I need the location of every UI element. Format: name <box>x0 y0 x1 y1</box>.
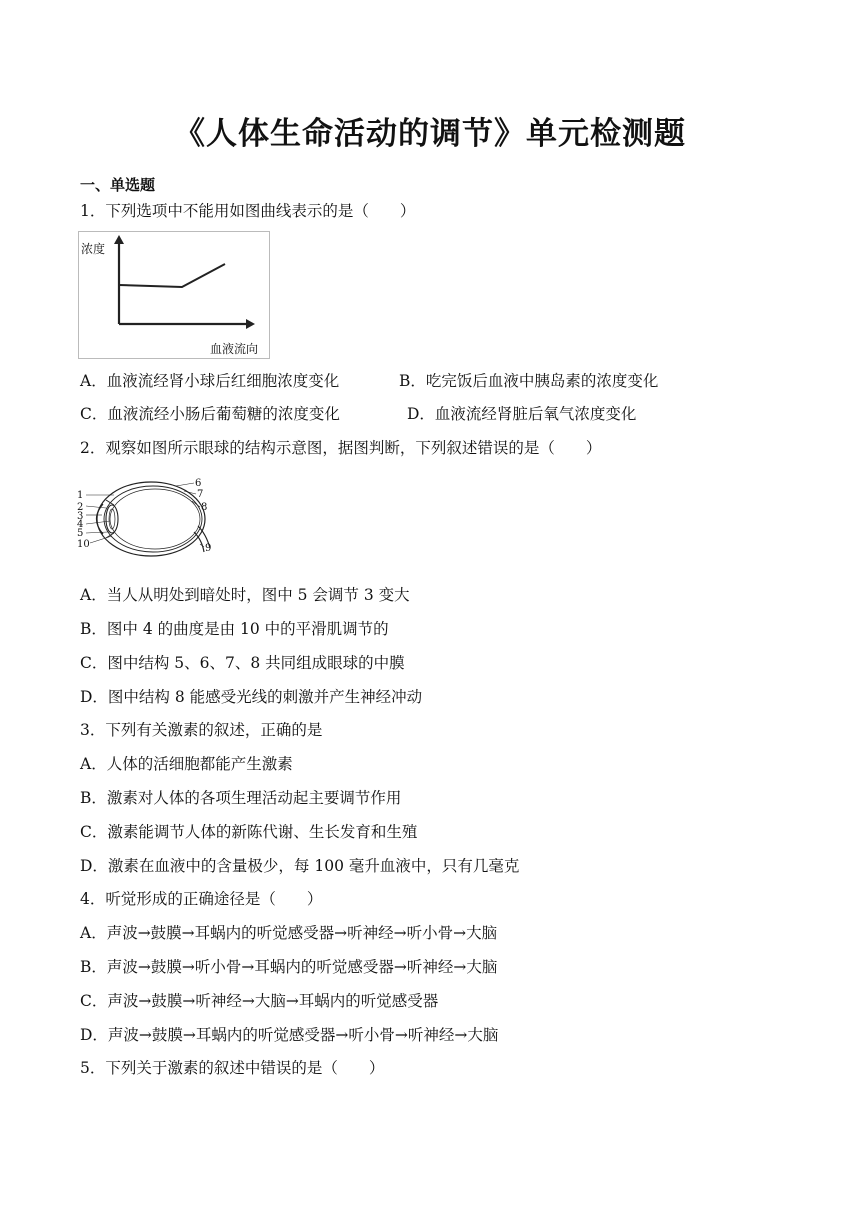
q1-option-d: D．血液流经肾脏后氧气浓度变化 <box>407 405 637 423</box>
eye-label-8: 8 <box>201 502 208 513</box>
eye-label-1: 1 <box>77 490 84 501</box>
q3-option-c: C．激素能调节人体的新陈代谢、生长发育和生殖 <box>80 823 418 841</box>
q4-option-c: C．声波→鼓膜→听神经→大脑→耳蜗内的听觉感受器 <box>80 992 439 1010</box>
eye-label-5: 5 <box>77 528 84 539</box>
q1-option-a: A．血液流经肾小球后红细胞浓度变化 <box>80 372 340 390</box>
q2-option-b: B．图中 4 的曲度是由 10 中的平滑肌调节的 <box>80 620 389 638</box>
eye-label-9: 9 <box>205 543 212 554</box>
q2-stem: 2．观察如图所示眼球的结构示意图，据图判断，下列叙述错误的是（ ） <box>80 439 602 457</box>
q2-option-a: A．当人从明处到暗处时，图中 5 会调节 3 变大 <box>80 586 410 604</box>
graph-xlabel: 血液流向 <box>210 342 259 356</box>
q4-option-a: A．声波→鼓膜→耳蜗内的听觉感受器→听神经→听小骨→大脑 <box>80 924 498 942</box>
graph-ylabel: 浓度 <box>81 242 106 256</box>
q3-option-d: D．激素在血液中的含量极少，每 100 毫升血液中，只有几毫克 <box>80 857 520 875</box>
graph-x-arrow <box>246 319 255 329</box>
graph-y-arrow <box>114 235 124 244</box>
eye-label-10: 10 <box>77 539 90 550</box>
q4-option-b: B．声波→鼓膜→听小骨→耳蜗内的听觉感受器→听神经→大脑 <box>80 958 498 976</box>
eye-label-4: 4 <box>77 519 84 530</box>
q2-option-c: C．图中结构 5、6、7、8 共同组成眼球的中膜 <box>80 654 405 672</box>
eye-outer-layer <box>97 482 208 556</box>
eye-label-3: 3 <box>77 511 84 522</box>
eye-label-2: 2 <box>77 502 84 513</box>
eye-inner-layer <box>110 489 200 549</box>
q3-option-a: A．人体的活细胞都能产生激素 <box>80 755 293 773</box>
q2-option-d: D．图中结构 8 能感受光线的刺激并产生神经冲动 <box>80 688 423 706</box>
q1-figure-graph <box>78 231 270 359</box>
q5-stem: 5．下列关于激素的叙述中错误的是（ ） <box>80 1059 385 1077</box>
q2-figure-eye-diagram <box>76 474 218 564</box>
eye-label-6: 6 <box>195 478 202 489</box>
q1-stem: 1．下列选项中不能用如图曲线表示的是（ ） <box>80 202 416 220</box>
eye-label-7: 7 <box>197 489 204 500</box>
q1-option-b: B．吃完饭后血液中胰岛素的浓度变化 <box>399 372 659 390</box>
document-title: 《人体生命活动的调节》单元检测题 <box>174 116 686 152</box>
section-heading: 一、单选题 <box>80 176 156 194</box>
q1-option-c: C．血液流经小肠后葡萄糖的浓度变化 <box>80 405 340 423</box>
q3-option-b: B．激素对人体的各项生理活动起主要调节作用 <box>80 789 402 807</box>
eye-middle-layer <box>104 486 202 552</box>
q4-stem: 4．听觉形成的正确途径是（ ） <box>80 890 323 908</box>
q4-option-d: D．声波→鼓膜→耳蜗内的听觉感受器→听小骨→听神经→大脑 <box>80 1026 499 1044</box>
q3-stem: 3．下列有关激素的叙述，正确的是 <box>80 721 323 739</box>
graph-curve <box>119 264 225 287</box>
